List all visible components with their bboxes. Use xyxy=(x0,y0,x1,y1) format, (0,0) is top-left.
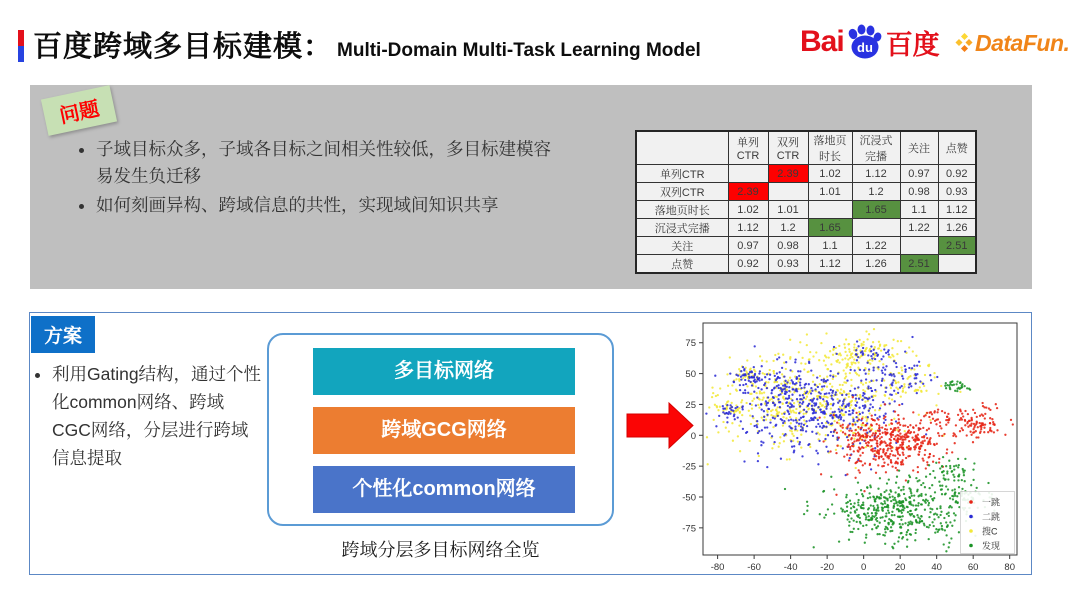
table-cell: 1.2 xyxy=(852,183,900,201)
x-tick-label: -60 xyxy=(747,562,761,573)
table-cell: 1.12 xyxy=(808,255,852,274)
table-cell xyxy=(728,165,768,183)
table-row xyxy=(636,183,976,201)
table-cell: 1.65 xyxy=(852,201,900,219)
solution-bullet-list xyxy=(30,360,262,472)
table-cell xyxy=(900,237,938,255)
legend-label: 搜C xyxy=(982,526,998,537)
table-cell: 0.98 xyxy=(768,237,808,255)
table-cell: 1.02 xyxy=(808,165,852,183)
table-cell: 1.2 xyxy=(768,219,808,237)
table-cell: 1.1 xyxy=(808,237,852,255)
table-cell: 0.93 xyxy=(768,255,808,274)
x-tick-label: 40 xyxy=(931,562,942,573)
problem-tag: 问题 xyxy=(41,85,117,136)
y-tick-label: 25 xyxy=(685,399,696,411)
baidu-paw-icon xyxy=(844,22,884,62)
table-cell: 1.02 xyxy=(728,201,768,219)
y-tick-label: 50 xyxy=(685,369,696,381)
x-tick-label: -40 xyxy=(783,562,798,573)
legend-label: 发现 xyxy=(982,541,1001,551)
table-row-header: 点赞 xyxy=(636,255,728,274)
x-tick-label: 60 xyxy=(967,562,979,573)
y-tick-label: 0 xyxy=(690,430,696,442)
table-cell: 0.97 xyxy=(728,237,768,255)
svg-text:du: du xyxy=(856,40,873,55)
table-row-header: 关注 xyxy=(636,237,728,255)
title-chinese: 百度跨域多目标建模： xyxy=(33,31,334,63)
table-col-header: 落地页 时长 xyxy=(808,131,852,165)
table-cell: 0.92 xyxy=(938,165,976,183)
table-cell: 1.01 xyxy=(808,183,852,201)
accent-blue-segment xyxy=(18,46,24,62)
baidu-logo xyxy=(800,22,940,62)
table-cell: 1.1 xyxy=(900,201,938,219)
table-cell: 2.51 xyxy=(900,255,938,274)
x-tick-label: -80 xyxy=(710,562,725,573)
table-corner-cell xyxy=(636,131,728,165)
table-cell: 1.12 xyxy=(852,165,900,183)
y-tick-label: -25 xyxy=(682,461,696,473)
x-tick-label: -20 xyxy=(820,562,835,573)
table-cell xyxy=(808,201,852,219)
table-col-header: 沉浸式 完播 xyxy=(852,131,900,165)
problem-bullet: • 如何刻画异构、跨域信息的共性，实现域间知识共享 xyxy=(96,192,556,219)
table-row xyxy=(636,255,976,274)
page-title xyxy=(33,24,701,65)
table-col-header: 点赞 xyxy=(938,131,976,165)
table-row xyxy=(636,165,976,183)
y-tick-label: -50 xyxy=(682,492,696,504)
solution-bullet: • 利用Gating结构，通过个性化common网络、跨域CGC网络，分层进行跨域信息提取 xyxy=(52,360,262,472)
datafun-wordmark: DataFun. xyxy=(975,29,1070,56)
title-english: Multi-Domain Multi-Task Learning Model xyxy=(337,40,701,61)
datafun-sparkle-icon xyxy=(955,33,973,53)
table-cell xyxy=(938,255,976,274)
table-cell: 1.12 xyxy=(938,201,976,219)
table-cell: 1.65 xyxy=(808,219,852,237)
table-cell: 2.39 xyxy=(768,165,808,183)
table-cell xyxy=(768,183,808,201)
table-row-header: 落地页时长 xyxy=(636,201,728,219)
table-row-header: 单列CTR xyxy=(636,165,728,183)
tsne-scatter-plot xyxy=(680,318,1030,573)
table-cell: 0.98 xyxy=(900,183,938,201)
table-cell: 1.22 xyxy=(900,219,938,237)
diagram-layer-common: 个性化common网络 xyxy=(313,466,575,513)
table-col-header: 关注 xyxy=(900,131,938,165)
network-diagram xyxy=(267,333,614,526)
baidu-logo-chinese: 百度 xyxy=(885,29,940,60)
table-row xyxy=(636,201,976,219)
diagram-layer-gcg: 跨域GCG网络 xyxy=(313,407,575,454)
table-col-header: 双列 CTR xyxy=(768,131,808,165)
x-tick-label: 20 xyxy=(894,562,906,573)
table-cell: 2.39 xyxy=(728,183,768,201)
y-tick-label: 75 xyxy=(685,338,696,350)
correlation-table-container xyxy=(635,130,977,274)
legend-label: 二跳 xyxy=(982,512,1001,522)
accent-red-segment xyxy=(18,30,24,46)
y-tick-label: -75 xyxy=(682,523,696,535)
correlation-table xyxy=(635,130,977,274)
table-row-header: 沉浸式完播 xyxy=(636,219,728,237)
table-cell: 1.01 xyxy=(768,201,808,219)
table-cell: 2.51 xyxy=(938,237,976,255)
table-cell: 0.93 xyxy=(938,183,976,201)
table-col-header: 单列 CTR xyxy=(728,131,768,165)
diagram-caption: 跨域分层多目标网络全览 xyxy=(341,540,540,560)
title-accent-bar xyxy=(18,30,24,62)
plot-legend xyxy=(961,492,1015,554)
x-tick-label: 80 xyxy=(1004,562,1015,573)
problem-bullet: • 子域目标众多，子域各目标之间相关性较低，多目标建模容易发生负迁移 xyxy=(96,136,556,190)
x-tick-label: 0 xyxy=(861,562,867,573)
baidu-logo-latin: Bai xyxy=(800,25,844,58)
table-row xyxy=(636,237,976,255)
table-row-header: 双列CTR xyxy=(636,183,728,201)
table-cell: 1.26 xyxy=(938,219,976,237)
datafun-logo xyxy=(955,28,1069,58)
table-cell: 1.26 xyxy=(852,255,900,274)
problem-bullet-list xyxy=(72,136,556,221)
table-cell xyxy=(852,219,900,237)
diagram-layer-multitask: 多目标网络 xyxy=(313,348,575,395)
table-cell: 0.97 xyxy=(900,165,938,183)
table-cell: 1.12 xyxy=(728,219,768,237)
table-row xyxy=(636,219,976,237)
legend-label: 一跳 xyxy=(982,497,1001,508)
solution-tag: 方案 xyxy=(31,316,95,353)
table-cell: 0.92 xyxy=(728,255,768,274)
table-cell: 1.22 xyxy=(852,237,900,255)
